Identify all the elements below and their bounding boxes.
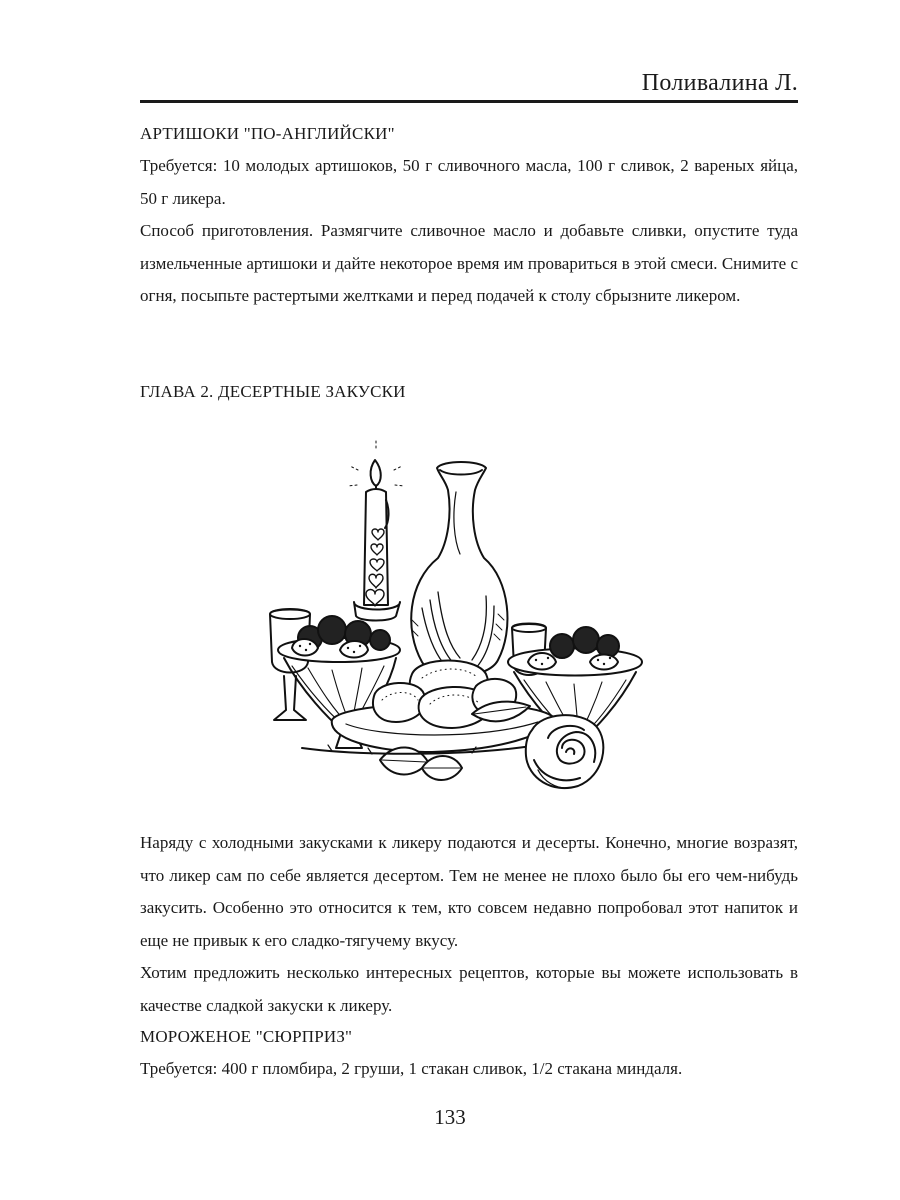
recipe-ingredients-ice-cream: Требуется: 400 г пломбира, 2 груши, 1 стакан сливок, 1/2 стакана миндаля. (140, 1059, 683, 1078)
body-paragraph-2: Хотим предложить несколько интересных рецептов, которые вы можете использовать в качестве сладкой закуски к ликеру. (140, 963, 798, 1015)
page-number: 133 (434, 1105, 466, 1129)
body-paragraph-1: Наряду с холодными закусками к ликеру подаются и десерты. Конечно, многие возразят, что ликер сам по себе является десертом. Тем не менее не плохо было бы его чем-нибудь закусить. Особенно это относится к тем, кто совсем недавно попробовал этот напиток и еще не привык к его сладко-тягучему вкусу. (140, 833, 798, 950)
header-rule (140, 100, 798, 103)
recipe-ingredients-artichokes: Требуется: 10 молодых артишоков, 50 г сливочного масла, 100 г сливок, 2 вареных яйца, 50 г ликера. (140, 156, 798, 208)
recipe-title-ice-cream: МОРОЖЕНОЕ "СЮРПРИЗ" (140, 1027, 353, 1046)
recipe-title-artichokes: АРТИШОКИ "ПО-АНГЛИЙСКИ" (140, 124, 395, 143)
chapter-title: ГЛАВА 2. ДЕСЕРТНЫЕ ЗАКУСКИ (140, 382, 406, 401)
running-header-author: Поливалина Л. (641, 70, 798, 96)
recipe-method-artichokes: Способ приготовления. Размягчите сливочное масло и добавьте сливки, опустите туда измельченные артишоки и дайте некоторое время им провариться в этой смеси. Снимите с огня, посыпьте растертыми желтками и перед подачей к столу сбрызните ликером. (140, 221, 798, 305)
dessert-table-illustration (262, 430, 652, 815)
